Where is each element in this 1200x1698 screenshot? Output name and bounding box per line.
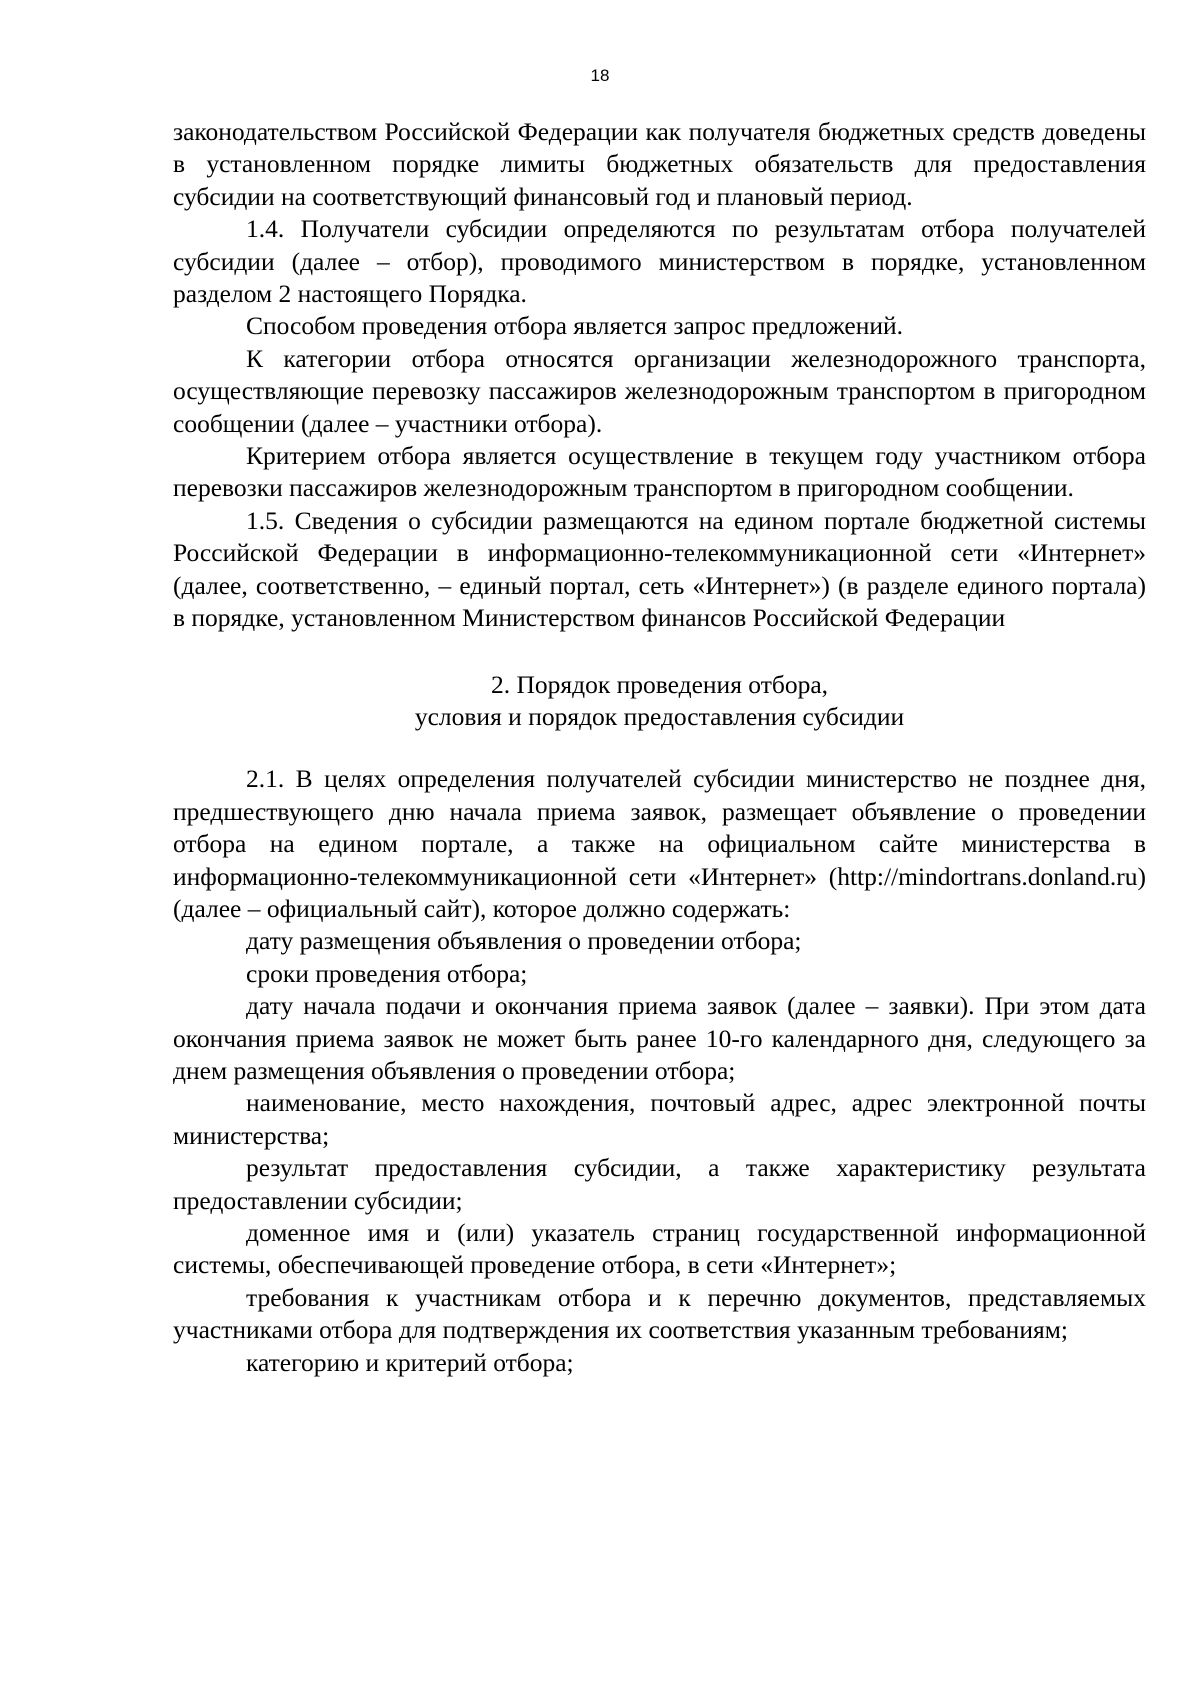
section-heading-line-1: 2. Порядок проведения отбора, bbox=[490, 669, 829, 699]
list-item-publication-date: дату размещения объявления о проведении отбора; bbox=[246, 926, 802, 956]
paragraph-selection-category: К категории отбора относятся организации железнодорожного транспорта, осуществляющие перевозку пассажиров железнодорожным транспортом в пригородном сообщении (далее – участники отбора). bbox=[173, 343, 1146, 438]
document-body bbox=[173, 116, 1146, 1379]
paragraph-2-1: 2.1. В целях определения получателей субсидии министерство не позднее дня, предшествующего дню начала приема заявок, размещает объявление о проведении отбора на едином портале, а также на официальном сайте министерства в информационно-телекоммуникационной сети «Интернет» (http://mindortrans.donland.ru) (далее – официальный сайт), которое должно содержать: bbox=[173, 764, 1146, 923]
paragraph-1-5: 1.5. Сведения о субсидии размещаются на едином портале бюджетной системы Российской Федерации в информационно-телекоммуникационной сети «Интернет» (далее, соответственно, – единый портал, сеть «Интернет») (в разделе единого портала) в порядке, установленном Министерством финансов Российской Федерации bbox=[173, 505, 1146, 633]
list-item-subsidy-result: результат предоставления субсидии, а также характеристику результата предоставлении субсидии; bbox=[173, 1153, 1146, 1215]
list-item-participant-requirements: требования к участникам отбора и к перечню документов, представляемых участниками отбора для подтверждения их соответствия указанным требованиям; bbox=[173, 1282, 1146, 1345]
list-item-selection-terms: сроки проведения отбора; bbox=[246, 958, 528, 988]
list-item-ministry-contacts: наименование, место нахождения, почтовый адрес, адрес электронной почты министерства; bbox=[173, 1088, 1146, 1150]
section-heading-line-2: условия и порядок предоставления субсидии bbox=[414, 701, 905, 731]
paragraph-selection-method: Способом проведения отбора является запрос предложений. bbox=[246, 311, 904, 341]
list-item-category-criterion: категорию и критерий отбора; bbox=[246, 1347, 574, 1377]
paragraph-continuation: законодательством Российской Федерации как получателя бюджетных средств доведены в установленном порядке лимиты бюджетных обязательств для предоставления субсидии на соответствующий финансовый год и плановый период. bbox=[173, 117, 1146, 211]
paragraph-1-4: 1.4. Получатели субсидии определяются по результатам отбора получателей субсидии (далее – отбор), проводимого министерством в порядке, установленном разделом 2 настоящего Порядка. bbox=[173, 214, 1146, 309]
paragraph-selection-criterion: Критерием отбора является осуществление в текущем году участником отбора перевозки пассажиров железнодорожным транспортом в пригородном сообщении. bbox=[173, 441, 1146, 503]
list-item-domain-name: доменное имя и (или) указатель страниц государственной информационной системы, обеспечивающей проведение отбора, в сети «Интернет»; bbox=[173, 1218, 1146, 1280]
list-item-application-dates: дату начала подачи и окончания приема заявок (далее – заявки). При этом дата окончания приема заявок не может быть ранее 10-го календарного дня, следующего за днем размещения объявления о проведении отбора; bbox=[173, 991, 1146, 1085]
page-number: 18 bbox=[590, 66, 610, 85]
